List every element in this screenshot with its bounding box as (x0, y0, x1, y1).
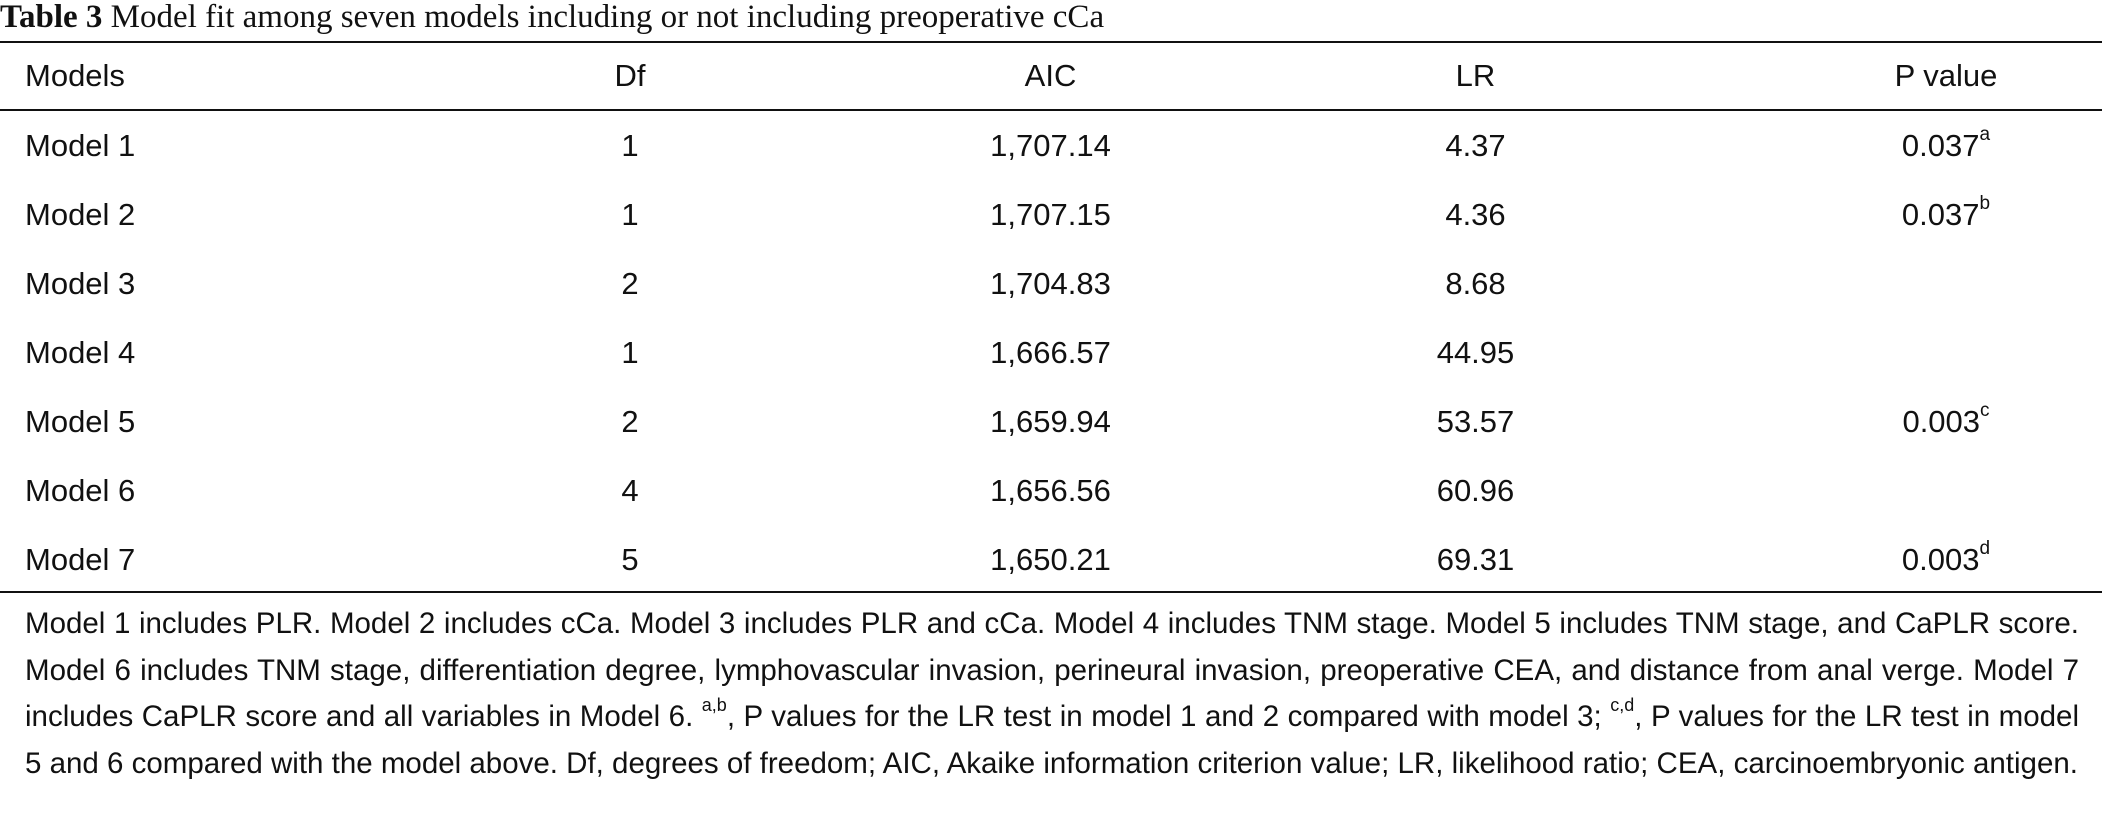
cell-p-value (1790, 456, 2102, 525)
table-row (0, 180, 2102, 249)
table-row (0, 456, 2102, 525)
column-header-aic: AIC (1024, 58, 1077, 93)
p-value-text: 0.037 (1901, 127, 1980, 163)
cell-model: Model 1 (25, 127, 136, 163)
cell-df: 1 (621, 334, 639, 370)
cell-p-value (1790, 249, 2102, 318)
p-value-text: 0.037 (1901, 196, 1980, 232)
cell-p-value (1790, 180, 2102, 249)
p-value-superscript: b (1979, 193, 1991, 215)
p-value-superscript: a (1979, 124, 1991, 146)
cell-df: 1 (621, 127, 639, 163)
column-header-lr: LR (1455, 58, 1496, 93)
p-value-text: 0.003 (1901, 541, 1980, 577)
cell-p-value (1790, 318, 2102, 387)
table-caption (0, 0, 1104, 40)
table-caption-label: Table 3 (0, 0, 103, 35)
cell-p-value (1790, 525, 2102, 594)
cell-aic: 1,650.21 (990, 541, 1111, 577)
cell-lr: 4.36 (1445, 196, 1506, 232)
cell-model: Model 3 (25, 265, 136, 301)
cell-df: 5 (621, 541, 639, 577)
cell-aic: 1,704.83 (990, 265, 1111, 301)
cell-lr: 44.95 (1436, 334, 1515, 370)
model-fit-table (0, 43, 2102, 594)
cell-df: 4 (621, 472, 639, 508)
cell-aic: 1,707.14 (990, 127, 1111, 163)
column-header-df: Df (614, 58, 646, 93)
column-header-p-value: P value (1894, 58, 1998, 93)
cell-p-value (1790, 111, 2102, 180)
table-row (0, 249, 2102, 318)
cell-model: Model 6 (25, 472, 136, 508)
table-row (0, 387, 2102, 456)
cell-model: Model 2 (25, 196, 136, 232)
cell-model: Model 7 (25, 541, 136, 577)
footnote-text-1: Model 1 includes PLR. Model 2 includes cCa. Model 3 includes PLR and cCa. Model 4 includes TNM stage. Model 5 includes TNM stage, and CaPLR score. Model 6 includes TNM stage, differentiation degree, lymphovascular invasion, perineural invasion, preoperative CEA, and distance from anal verge. Model 7 includes CaPLR score and all variables in Model 6. (25, 607, 2079, 733)
cell-lr: 53.57 (1436, 403, 1515, 439)
table-row (0, 111, 2102, 180)
cell-aic: 1,707.15 (990, 196, 1111, 232)
column-header-models: Models (25, 58, 125, 93)
footnote-text-3: , P values for the LR test in model 5 and 6 compared with the model above. Df, degrees of freedom; AIC, Akaike information criterion value; LR, likelihood ratio; CEA, carcinoembryonic antigen. (25, 700, 2080, 780)
p-value-superscript: d (1979, 538, 1991, 560)
cell-aic: 1,666.57 (990, 334, 1111, 370)
footnote-text-2: , P values for the LR test in model 1 and 2 compared with model 3; (726, 700, 1611, 733)
p-value-superscript: c (1980, 400, 1990, 422)
table-header-row (0, 43, 2102, 109)
cell-lr: 8.68 (1445, 265, 1506, 301)
cell-model: Model 5 (25, 403, 136, 439)
table-row (0, 318, 2102, 387)
footnote-superscript-cd: c,d (1610, 695, 1635, 716)
table-row (0, 525, 2102, 594)
cell-aic: 1,656.56 (990, 472, 1111, 508)
cell-lr: 69.31 (1436, 541, 1515, 577)
table-footnote (25, 601, 2079, 787)
cell-lr: 60.96 (1436, 472, 1515, 508)
footnote-superscript-ab: a,b (701, 695, 727, 716)
cell-df: 2 (621, 265, 639, 301)
table-caption-text: Model fit among seven models including or not including preoperative cCa (110, 0, 1105, 35)
cell-df: 2 (621, 403, 639, 439)
cell-lr: 4.37 (1445, 127, 1506, 163)
cell-p-value (1790, 387, 2102, 456)
cell-model: Model 4 (25, 334, 136, 370)
p-value-text: 0.003 (1902, 403, 1981, 439)
cell-aic: 1,659.94 (990, 403, 1111, 439)
cell-df: 1 (621, 196, 639, 232)
